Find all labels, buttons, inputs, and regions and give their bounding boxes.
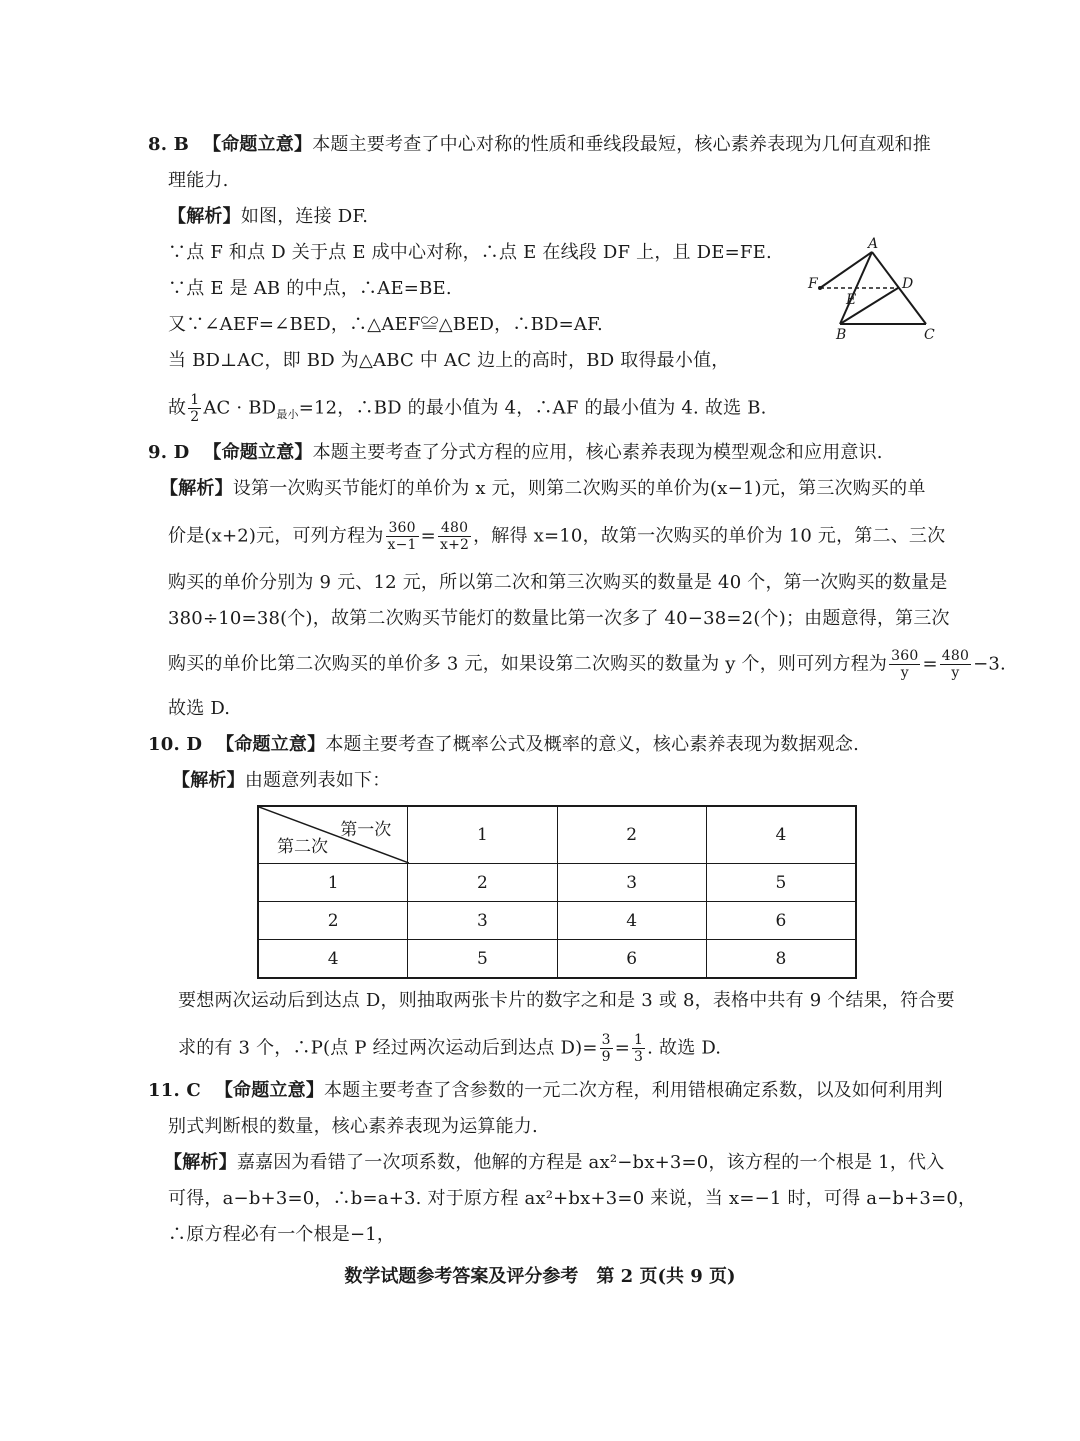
- q10-frac-2-den: 3: [634, 1049, 644, 1065]
- q8-line-6: 又∵∠AEF=∠BED，∴△AEF≌△BED，∴BD=AF.: [168, 314, 603, 335]
- label-f: F: [808, 276, 818, 292]
- table-cell: 6: [557, 940, 706, 979]
- q9-frac-1-num: 360: [386, 520, 419, 537]
- label-a: A: [868, 236, 879, 252]
- point-f: [818, 286, 822, 290]
- q9-equals-2: =: [922, 653, 938, 675]
- q9-line-6: [168, 648, 1006, 681]
- q8-line-4: ∵点 F 和点 D 关于点 E 成中心对称，∴点 E 在线段 DF 上，且 DE=FE.: [168, 242, 772, 263]
- q9-frac-2-den: x+2: [439, 537, 470, 553]
- q11-line-1: [148, 1078, 943, 1104]
- q9-line-5: 380÷10=38(个)，故第二次购买节能灯的数量比第一次多了 40−38=2(个)；由题意得，第三次: [168, 608, 950, 629]
- q8-line-7: 当 BD⊥AC，即 BD 为△ABC 中 AC 边上的高时，BD 取得最小值，: [168, 350, 730, 371]
- label-e: E: [846, 292, 857, 308]
- q10-sum-table: [257, 805, 857, 979]
- q10-line-1: [148, 732, 859, 758]
- q8-frac-den: 2: [190, 409, 200, 425]
- q11-line-3: [164, 1150, 944, 1176]
- q8-text-1: 本题主要考查了中心对称的性质和垂线段最短，核心素养表现为几何直观和推: [312, 134, 931, 155]
- table-row-header: 2: [258, 902, 408, 940]
- table-cell: 3: [557, 864, 706, 902]
- q11-tag: 【命题立意】: [214, 1080, 325, 1101]
- table-cell: 5: [706, 864, 856, 902]
- q8-text-8-mid: AC · BD: [203, 397, 277, 419]
- q10-frac-1-den: 9: [601, 1049, 611, 1065]
- q10-frac-1-num: 3: [601, 1032, 611, 1048]
- q9-text-3-pre: 价是(x+2)元，可列方程为: [168, 525, 384, 547]
- q9-line-3: [168, 520, 945, 553]
- table-col-header: 4: [706, 806, 856, 864]
- q8-tag: 【命题立意】: [203, 134, 313, 155]
- q9-fraction-3: [889, 648, 920, 681]
- q9-frac-2-num: 480: [438, 520, 471, 537]
- table-cell: 6: [706, 902, 856, 940]
- q9-frac-3-den: y: [900, 665, 909, 681]
- table-cell: 2: [408, 864, 557, 902]
- q9-text-2: 设第一次购买节能灯的单价为 x 元，则第二次购买的单价为(x−1)元，第三次购买的单: [232, 478, 926, 499]
- table-col-header: 1: [408, 806, 557, 864]
- q8-answer-label: 8. B: [148, 134, 190, 155]
- q9-frac-3-num: 360: [891, 648, 919, 664]
- q11-line-2: 别式判断根的数量，核心素养表现为运算能力.: [168, 1116, 538, 1137]
- q10-analysis-tag: 【解析】: [172, 770, 245, 791]
- q10-line-3: 要想两次运动后到达点 D，则抽取两张卡片的数字之和是 3 或 8，表格中共有 9 个结果，符合要: [178, 990, 955, 1011]
- segment-ac: [872, 252, 926, 324]
- q9-answer-label: 9. D: [148, 442, 190, 463]
- q11-text-3: 嘉嘉因为看错了一次项系数，他解的方程是 ax²−bx+3=0，该方程的一个根是 1，代入: [236, 1152, 945, 1173]
- q9-text-6-post: −3.: [973, 653, 1006, 675]
- q9-line-1: [148, 440, 883, 466]
- q9-fraction-2: [438, 520, 471, 553]
- q8-line-5: ∵点 E 是 AB 的中点，∴AE=BE.: [168, 278, 452, 299]
- q8-analysis-tag: 【解析】: [168, 206, 241, 227]
- q10-tag: 【命题立意】: [216, 734, 326, 755]
- q9-frac-4-den: y: [951, 665, 960, 681]
- q9-text-3-post: ，解得 x=10，故第一次购买的单价为 10 元，第二、三次: [473, 525, 946, 547]
- corner-second-draw-label: 第二次: [277, 837, 328, 857]
- q9-line-4: 购买的单价分别为 9 元、12 元，所以第二次和第三次购买的数量是 40 个，第一次购买的数量是: [168, 572, 948, 593]
- q9-frac-1-den: x−1: [387, 537, 417, 553]
- q8-text-3: 如图，连接 DF.: [240, 206, 369, 227]
- q10-line-2: [172, 768, 390, 794]
- q8-line-3: [168, 204, 368, 230]
- q11-text-1: 本题主要考查了含参数的一元二次方程，利用错根确定系数，以及如何利用判: [324, 1080, 943, 1101]
- q10-text-1: 本题主要考查了概率公式及概率的意义，核心素养表现为数据观念.: [325, 734, 860, 755]
- q8-geometry-figure: [800, 236, 950, 346]
- q9-fraction-1: [386, 520, 419, 553]
- label-b: B: [836, 327, 847, 343]
- q10-text-4-post: . 故选 D.: [647, 1037, 722, 1059]
- q8-line-2: 理能力.: [168, 170, 229, 191]
- q9-line-2: [160, 476, 926, 502]
- table-row: [258, 864, 856, 902]
- q10-fraction-2: [632, 1032, 645, 1065]
- table-corner-cell: [258, 806, 408, 864]
- q8-text-8-post: =12，∴BD 的最小值为 4，∴AF 的最小值为 4. 故选 B.: [298, 397, 767, 419]
- table-row: [258, 940, 856, 979]
- q9-frac-4-num: 480: [941, 648, 970, 664]
- q11-line-4: 可得，a−b+3=0，∴b=a+3. 对于原方程 ax²+bx+3=0 来说，当 x=−1 时，可得 a−b+3=0，: [168, 1188, 977, 1209]
- q8-text-8-pre: 故: [168, 397, 187, 419]
- q11-answer-label: 11. C: [148, 1080, 201, 1101]
- table-col-header: 2: [557, 806, 706, 864]
- table-row-header: 4: [258, 940, 408, 979]
- q8-line-1: [148, 132, 931, 158]
- page-footer: 数学试题参考答案及评分参考 第 2 页(共 9 页): [344, 1266, 736, 1287]
- q10-line-4: [178, 1032, 721, 1065]
- q8-frac-num: 1: [190, 392, 200, 408]
- q10-answer-label: 10. D: [148, 734, 203, 755]
- label-d: D: [902, 276, 914, 292]
- q8-line-8: [168, 392, 767, 428]
- q9-tag: 【命题立意】: [203, 442, 313, 463]
- table-row: [258, 902, 856, 940]
- q10-text-4-pre: 求的有 3 个，∴P(点 P 经过两次运动后到达点 D)=: [178, 1037, 598, 1059]
- label-c: C: [924, 327, 935, 343]
- table-cell: 5: [408, 940, 557, 979]
- q9-text-1: 本题主要考查了分式方程的应用，核心素养表现为模型观念和应用意识.: [312, 442, 883, 463]
- table-cell: 8: [706, 940, 856, 979]
- q10-equals: =: [614, 1037, 631, 1059]
- q10-text-2: 由题意列表如下：: [244, 770, 391, 791]
- table-cell: 4: [557, 902, 706, 940]
- q10-fraction-1: [600, 1032, 613, 1065]
- q11-analysis-tag: 【解析】: [164, 1152, 237, 1173]
- q9-fraction-4: [940, 648, 971, 681]
- q10-frac-2-num: 1: [634, 1032, 644, 1048]
- corner-first-draw-label: 第一次: [340, 820, 392, 840]
- q11-line-5: ∴原方程必有一个根是−1，: [168, 1224, 396, 1245]
- q9-text-6-pre: 购买的单价比第二次购买的单价多 3 元，如果设第二次购买的数量为 y 个，则可列方程为: [168, 653, 888, 675]
- q9-analysis-tag: 【解析】: [160, 478, 233, 499]
- q8-fraction-half: [188, 392, 201, 425]
- q9-equals: =: [420, 525, 436, 547]
- table-row-header: 1: [258, 864, 408, 902]
- q8-subscript-min: 最小: [276, 408, 299, 422]
- table-cell: 3: [408, 902, 557, 940]
- q9-line-7: 故选 D.: [168, 698, 231, 719]
- table-header-row: [258, 806, 856, 864]
